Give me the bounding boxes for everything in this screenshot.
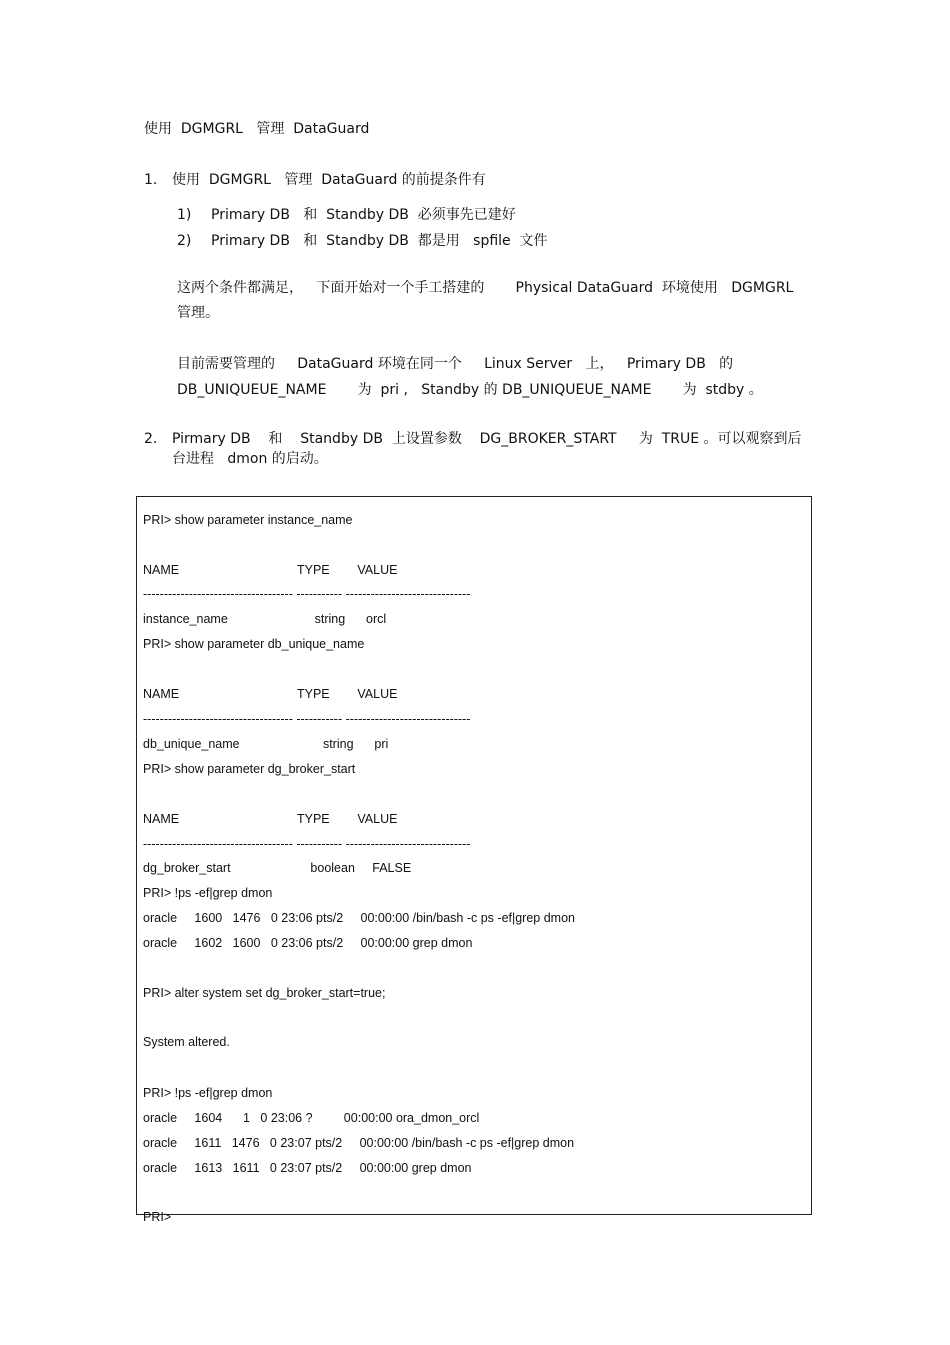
- section-2-line-2: 台进程 dmon 的启动。: [172, 451, 328, 467]
- list-item: Primary DB 和 Standby DB 都是用 spfile 文件: [211, 233, 548, 249]
- paragraph-conditions-line-2: 管理。: [177, 305, 219, 321]
- console-line: oracle 1604 1 0 23:06 ? 00:00:00 ora_dmon_orcl: [143, 1110, 480, 1125]
- list-item: Primary DB 和 Standby DB 必须事先已建好: [211, 207, 516, 223]
- console-line: db_unique_name string pri: [143, 736, 389, 751]
- section-1-number: 1.: [144, 172, 158, 188]
- console-line: ------------------------------------ ----------- ------------------------------: [143, 711, 471, 726]
- console-output-box: [136, 496, 812, 1224]
- console-line: PRI> alter system set dg_broker_start=true;: [143, 985, 386, 1000]
- document-title: 使用 DGMGRL 管理 DataGuard: [144, 121, 370, 137]
- console-line: instance_name string orcl: [143, 611, 387, 626]
- console-line: PRI> !ps -ef|grep dmon: [143, 1085, 273, 1100]
- section-2-line-1: Pirmary DB 和 Standby DB 上设置参数 DG_BROKER_START 为 TRUE 。可以观察到后: [172, 431, 802, 447]
- console-line: oracle 1602 1600 0 23:06 pts/2 00:00:00 grep dmon: [143, 935, 473, 950]
- section-2-number: 2.: [144, 431, 158, 447]
- section-1-heading: 使用 DGMGRL 管理 DataGuard 的前提条件有: [172, 172, 486, 188]
- console-line: System altered.: [143, 1034, 230, 1049]
- console-line: NAME TYPE VALUE: [143, 811, 398, 826]
- console-line: NAME TYPE VALUE: [143, 686, 398, 701]
- console-line: oracle 1613 1611 0 23:07 pts/2 00:00:00 grep dmon: [143, 1160, 472, 1175]
- console-line: PRI> show parameter instance_name: [143, 512, 353, 527]
- paragraph-environment-line-1: 目前需要管理的 DataGuard 环境在同一个 Linux Server 上， Primary DB 的: [177, 356, 734, 372]
- console-line: oracle 1611 1476 0 23:07 pts/2 00:00:00 /bin/bash -c ps -ef|grep dmon: [143, 1135, 575, 1150]
- console-line: PRI> show parameter db_unique_name: [143, 636, 365, 651]
- console-line: ------------------------------------ ----------- ------------------------------: [143, 586, 471, 601]
- console-line: PRI> !ps -ef|grep dmon: [143, 885, 273, 900]
- console-line: NAME TYPE VALUE: [143, 562, 398, 577]
- paragraph-conditions-line-1: 这两个条件都满足， 下面开始对一个手工搭建的 Physical DataGuard 环境使用 DGMGRL: [177, 280, 794, 296]
- console-line: PRI>: [143, 1209, 172, 1224]
- list-item-number: 1): [177, 207, 192, 223]
- console-line: dg_broker_start boolean FALSE: [143, 860, 412, 875]
- console-line: ------------------------------------ ----------- ------------------------------: [143, 836, 471, 851]
- console-line: oracle 1600 1476 0 23:06 pts/2 00:00:00 /bin/bash -c ps -ef|grep dmon: [143, 910, 575, 925]
- console-line: PRI> show parameter dg_broker_start: [143, 761, 356, 776]
- list-item-number: 2): [177, 233, 192, 249]
- paragraph-environment-line-2: DB_UNIQUEUE_NAME 为 pri , Standby 的 DB_UNIQUEUE_NAME 为 stdby 。: [177, 382, 763, 398]
